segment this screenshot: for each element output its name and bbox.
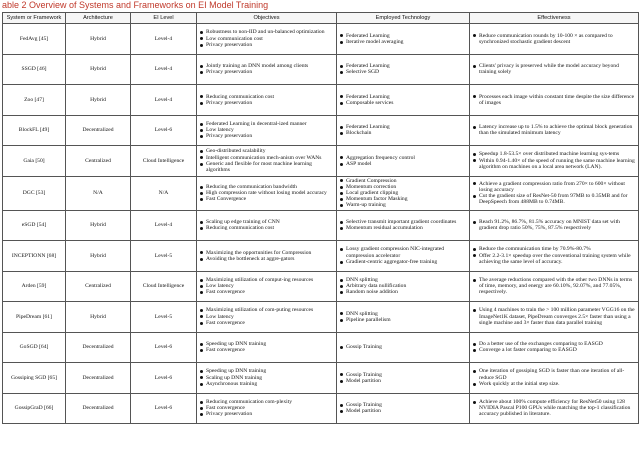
effectiveness-cell	[470, 393, 639, 424]
effectiveness-cell	[470, 146, 639, 177]
effectiveness-item: Converge a lot faster comparing to EASGD	[472, 347, 636, 353]
table-row	[3, 115, 639, 146]
objective-item: Fast convergence	[199, 320, 334, 326]
system-name-cell: eSGD [54]	[3, 210, 66, 241]
effectiveness-cell-list	[472, 124, 636, 136]
objectives-cell	[197, 24, 337, 55]
technology-cell	[337, 115, 470, 146]
objective-item: Asynchronous training	[199, 381, 334, 387]
ei-level-cell: Level-4	[131, 54, 197, 85]
technology-item: Iterative model averaging	[339, 39, 467, 45]
ei-level-cell: Level-6	[131, 393, 197, 424]
architecture-cell: Centralized	[66, 271, 131, 302]
effectiveness-cell-list	[472, 94, 636, 106]
technology-cell-list	[339, 33, 467, 45]
technology-item: Federated Learning	[339, 33, 467, 39]
objective-item: Scaling up DNN training	[199, 375, 334, 381]
effectiveness-cell	[470, 302, 639, 333]
system-name-cell: Gaia [50]	[3, 146, 66, 177]
system-name-cell: INCEPTIONN [68]	[3, 241, 66, 272]
technology-cell-list	[339, 402, 467, 414]
effectiveness-item: Using 4 machines to train the > 100 million parameter VGG16 on the ImageNet1K dataset, PipeDream converges 2.5× faster than using a single machine and 3× faster than data parallel training	[472, 307, 636, 326]
table-row	[3, 54, 639, 85]
architecture-cell: Hybrid	[66, 54, 131, 85]
objective-item: Fast convergence	[199, 289, 334, 295]
architecture-cell: Decentralized	[66, 332, 131, 363]
objectives-cell	[197, 210, 337, 241]
objectives-cell-list	[199, 148, 334, 173]
technology-cell	[337, 85, 470, 116]
table-row	[3, 332, 639, 363]
technology-cell	[337, 271, 470, 302]
effectiveness-item: Latency increase up to 1.5% to achieve the optimal block generation than the simulated minimum latency	[472, 124, 636, 136]
effectiveness-cell-list	[472, 181, 636, 206]
objective-item: Reducing communication cost	[199, 94, 334, 100]
effectiveness-cell-list	[472, 368, 636, 387]
technology-item: Federated Learning	[339, 63, 467, 69]
objectives-cell-list	[199, 250, 334, 262]
table-row	[3, 302, 639, 333]
objective-item: Maximizing utilization of comput-ing resources	[199, 277, 334, 283]
objective-item: Speeding up DNN training	[199, 368, 334, 374]
objective-item: Generic and flexible for most machine learning algorithms	[199, 161, 334, 173]
column-header: Objectives	[197, 13, 337, 24]
effectiveness-cell	[470, 176, 639, 210]
objectives-cell-list	[199, 399, 334, 418]
system-name-cell: SSGD [46]	[3, 54, 66, 85]
table-caption: able 2 Overview of Systems and Frameworks on EI Model Training	[2, 0, 269, 10]
objective-item: Maximizing the opportunities for Compression	[199, 250, 334, 256]
technology-item: Momentum residual accumulation	[339, 225, 467, 231]
objective-item: Fast Convergence	[199, 196, 334, 202]
technology-item: Federated Learning	[339, 94, 467, 100]
effectiveness-item: Reduce the communication time by 70.9%-80.7%	[472, 246, 636, 252]
effectiveness-cell	[470, 332, 639, 363]
technology-item: Momentum correction	[339, 184, 467, 190]
effectiveness-cell-list	[472, 246, 636, 265]
technology-item: Selective transmit important gradient coordinates	[339, 219, 467, 225]
architecture-cell: Decentralized	[66, 115, 131, 146]
effectiveness-cell-list	[472, 151, 636, 170]
technology-item: Selective SGD	[339, 69, 467, 75]
effectiveness-item: One iteration of gossiping SGD is faster than one iteration of all-reduce SGD	[472, 368, 636, 380]
effectiveness-item: Achieve about 100% compute efficiency for ResNet50 using 128 NVIDIA Pascal P100 GPUs while matching the top-1 classification accuracy published in literature.	[472, 399, 636, 418]
effectiveness-cell-list	[472, 341, 636, 353]
architecture-cell: Hybrid	[66, 210, 131, 241]
technology-item: ASP model	[339, 161, 467, 167]
technology-item: Federated Learning	[339, 124, 467, 130]
objectives-cell-list	[199, 94, 334, 106]
technology-cell	[337, 210, 470, 241]
objectives-cell	[197, 146, 337, 177]
table-header-row	[3, 13, 639, 24]
effectiveness-item: Within 0.94-1.40× of the speed of running the same machine learning algorithm on machines on a local area network (LAN).	[472, 158, 636, 170]
effectiveness-item: Offer 2.2-3.1× speedup over the conventional training system while achieving the same level of accuracy.	[472, 253, 636, 265]
column-header: Effectiveness	[470, 13, 639, 24]
technology-item: Gossip Training	[339, 344, 467, 350]
objectives-cell-list	[199, 184, 334, 203]
objectives-cell-list	[199, 63, 334, 75]
table-row	[3, 24, 639, 55]
objectives-cell	[197, 302, 337, 333]
effectiveness-cell-list	[472, 277, 636, 296]
technology-cell-list	[339, 124, 467, 136]
system-name-cell: Zoo [47]	[3, 85, 66, 116]
technology-cell-list	[339, 344, 467, 350]
technology-item: Gossip Training	[339, 372, 467, 378]
architecture-cell: Hybrid	[66, 302, 131, 333]
architecture-cell: Decentralized	[66, 363, 131, 394]
architecture-cell: N/A	[66, 176, 131, 210]
effectiveness-cell-list	[472, 307, 636, 326]
objective-item: Privacy preservation	[199, 69, 334, 75]
table-row	[3, 393, 639, 424]
objectives-cell-list	[199, 341, 334, 353]
technology-item: Arbitrary data nullification	[339, 283, 467, 289]
effectiveness-item: Processes each image within constant time despite the size difference of images	[472, 94, 636, 106]
column-header: Employed Technology	[337, 13, 470, 24]
effectiveness-cell	[470, 241, 639, 272]
effectiveness-item: Reduce communication rounds by 10-100 × as compared to synchronized stochastic gradient descent	[472, 33, 636, 45]
technology-cell	[337, 393, 470, 424]
objectives-cell	[197, 85, 337, 116]
technology-cell	[337, 363, 470, 394]
technology-item: DNN splitting	[339, 311, 467, 317]
effectiveness-cell	[470, 363, 639, 394]
table-row	[3, 85, 639, 116]
technology-item: Momentum factor Masking	[339, 196, 467, 202]
effectiveness-cell	[470, 271, 639, 302]
technology-item: Gradient-centric aggregator-free training	[339, 259, 467, 265]
technology-item: Aggregation frequency control	[339, 155, 467, 161]
technology-cell-list	[339, 178, 467, 209]
system-name-cell: BlockFL [49]	[3, 115, 66, 146]
system-name-cell: Gossiping SGD [65]	[3, 363, 66, 394]
technology-item: Local gradient clipping	[339, 190, 467, 196]
technology-cell-list	[339, 155, 467, 167]
table-row	[3, 271, 639, 302]
objectives-cell-list	[199, 368, 334, 387]
effectiveness-cell-list	[472, 33, 636, 45]
table-row	[3, 363, 639, 394]
objectives-cell	[197, 115, 337, 146]
ei-level-cell: Cloud Intelligence	[131, 271, 197, 302]
architecture-cell: Hybrid	[66, 24, 131, 55]
effectiveness-cell-list	[472, 219, 636, 231]
ei-level-cell: Level-6	[131, 115, 197, 146]
technology-cell-list	[339, 246, 467, 265]
objective-item: Low latency	[199, 283, 334, 289]
objectives-cell	[197, 176, 337, 210]
effectiveness-item: Achieve a gradient compression ratio from 270× to 600× without losing accuracy	[472, 181, 636, 193]
objective-item: High compression rate without losing model accuracy	[199, 190, 334, 196]
technology-cell	[337, 54, 470, 85]
architecture-cell: Hybrid	[66, 85, 131, 116]
objectives-cell-list	[199, 307, 334, 326]
objective-item: Fast convergence	[199, 405, 334, 411]
system-name-cell: PipeDream [61]	[3, 302, 66, 333]
technology-cell-list	[339, 94, 467, 106]
objective-item: Jointly training an DNN model among clients	[199, 63, 334, 69]
effectiveness-item: Do a better use of the exchanges comparing to EASGD	[472, 341, 636, 347]
objective-item: Avoiding the bottleneck at aggre-gators	[199, 256, 334, 262]
objectives-cell-list	[199, 121, 334, 140]
objective-item: Geo-distributed scalability	[199, 148, 334, 154]
objective-item: Privacy preservation	[199, 42, 334, 48]
ei-level-cell: Level-4	[131, 24, 197, 55]
technology-cell-list	[339, 63, 467, 75]
system-name-cell: DGC [53]	[3, 176, 66, 210]
technology-item: Gossip Training	[339, 402, 467, 408]
system-name-cell: Arden [59]	[3, 271, 66, 302]
architecture-cell: Centralized	[66, 146, 131, 177]
objectives-cell	[197, 241, 337, 272]
technology-item: Model partition	[339, 378, 467, 384]
objective-item: Federated Learning in decentral-ized manner	[199, 121, 334, 127]
technology-cell	[337, 241, 470, 272]
objective-item: Maximizing utilization of com-puting resources	[199, 307, 334, 313]
objective-item: Privacy preservation	[199, 133, 334, 139]
effectiveness-cell	[470, 210, 639, 241]
objective-item: Privacy preservation	[199, 100, 334, 106]
objective-item: Low latency	[199, 314, 334, 320]
objectives-cell	[197, 363, 337, 394]
objectives-cell	[197, 393, 337, 424]
ei-level-cell: Level-5	[131, 241, 197, 272]
ei-level-cell: Level-6	[131, 332, 197, 363]
objective-item: Speeding up DNN training	[199, 341, 334, 347]
effectiveness-item: Work quickly at the initial step size.	[472, 381, 636, 387]
system-name-cell: FedAvg [45]	[3, 24, 66, 55]
technology-item: Model partition	[339, 408, 467, 414]
column-header: Architecture	[66, 13, 131, 24]
technology-item: Blockchain	[339, 130, 467, 136]
technology-cell-list	[339, 277, 467, 296]
system-name-cell: GossipGraD [66]	[3, 393, 66, 424]
column-header: System or Framework	[3, 13, 66, 24]
ei-level-cell: Cloud Intelligence	[131, 146, 197, 177]
effectiveness-cell-list	[472, 63, 636, 75]
effectiveness-item: Speedup 1.8-53.5× over distributed machine learning sys-tems	[472, 151, 636, 157]
ei-level-cell: Level-5	[131, 302, 197, 333]
table-row	[3, 210, 639, 241]
technology-item: Pipeline parallelism	[339, 317, 467, 323]
technology-item: Gradient Compression	[339, 178, 467, 184]
objective-item: Privacy preservation	[199, 411, 334, 417]
technology-item: Composable services	[339, 100, 467, 106]
effectiveness-cell	[470, 24, 639, 55]
technology-item: Lossy gradient compression NIC-integrated compression accelerator	[339, 246, 467, 258]
objectives-cell-list	[199, 29, 334, 48]
objectives-cell-list	[199, 277, 334, 296]
effectiveness-cell	[470, 115, 639, 146]
effectiveness-item: The average reductions compared with the other two DNNs in terms of time, memory, and energy are 60.10%, 92.07%, and 77.05%, respectively.	[472, 277, 636, 296]
table-row	[3, 241, 639, 272]
objectives-cell	[197, 332, 337, 363]
ei-level-cell: Level-4	[131, 85, 197, 116]
system-name-cell: GoSGD [64]	[3, 332, 66, 363]
objective-item: Reducing communication com-plexity	[199, 399, 334, 405]
objective-item: Reducing the communication bandwidth	[199, 184, 334, 190]
technology-cell-list	[339, 372, 467, 384]
effectiveness-item: Cut the gradient size of ResNet-50 from 97MB to 0.35MB and for DeepSpeech from 488MB to 0.74MB.	[472, 193, 636, 205]
technology-item: Warm-up training	[339, 202, 467, 208]
objective-item: Robustness to non-IID and un-balanced optimization	[199, 29, 334, 35]
ei-level-cell: N/A	[131, 176, 197, 210]
effectiveness-item: Reach 91.2%, 86.7%, 81.5% accuracy on MNIST data set with gradient drop ratio 50%, 75%, 87.5% respectively	[472, 219, 636, 231]
technology-item: DNN splitting	[339, 277, 467, 283]
objective-item: Fast convergence	[199, 347, 334, 353]
objectives-cell	[197, 271, 337, 302]
systems-table	[2, 12, 639, 424]
table-row	[3, 146, 639, 177]
ei-level-cell: Level-6	[131, 363, 197, 394]
effectiveness-cell	[470, 85, 639, 116]
architecture-cell: Hybrid	[66, 241, 131, 272]
objective-item: Low communication cost	[199, 36, 334, 42]
technology-cell	[337, 146, 470, 177]
objective-item: Scaling up edge training of CNN	[199, 219, 334, 225]
technology-cell	[337, 176, 470, 210]
column-header: EI Level	[131, 13, 197, 24]
objective-item: Reducing communication cost	[199, 225, 334, 231]
objectives-cell	[197, 54, 337, 85]
effectiveness-cell	[470, 54, 639, 85]
technology-cell	[337, 332, 470, 363]
technology-cell	[337, 24, 470, 55]
objectives-cell-list	[199, 219, 334, 231]
effectiveness-cell-list	[472, 399, 636, 418]
technology-item: Random noise addition	[339, 289, 467, 295]
objective-item: Intelligent communication mech-anism over WANs	[199, 155, 334, 161]
effectiveness-item: Clients' privacy is preserved while the model accuracy beyond training solely	[472, 63, 636, 75]
technology-cell-list	[339, 219, 467, 231]
table-body	[3, 24, 639, 424]
architecture-cell: Decentralized	[66, 393, 131, 424]
objective-item: Low latency	[199, 127, 334, 133]
technology-cell-list	[339, 311, 467, 323]
table-row	[3, 176, 639, 210]
ei-level-cell: Level-4	[131, 210, 197, 241]
technology-cell	[337, 302, 470, 333]
